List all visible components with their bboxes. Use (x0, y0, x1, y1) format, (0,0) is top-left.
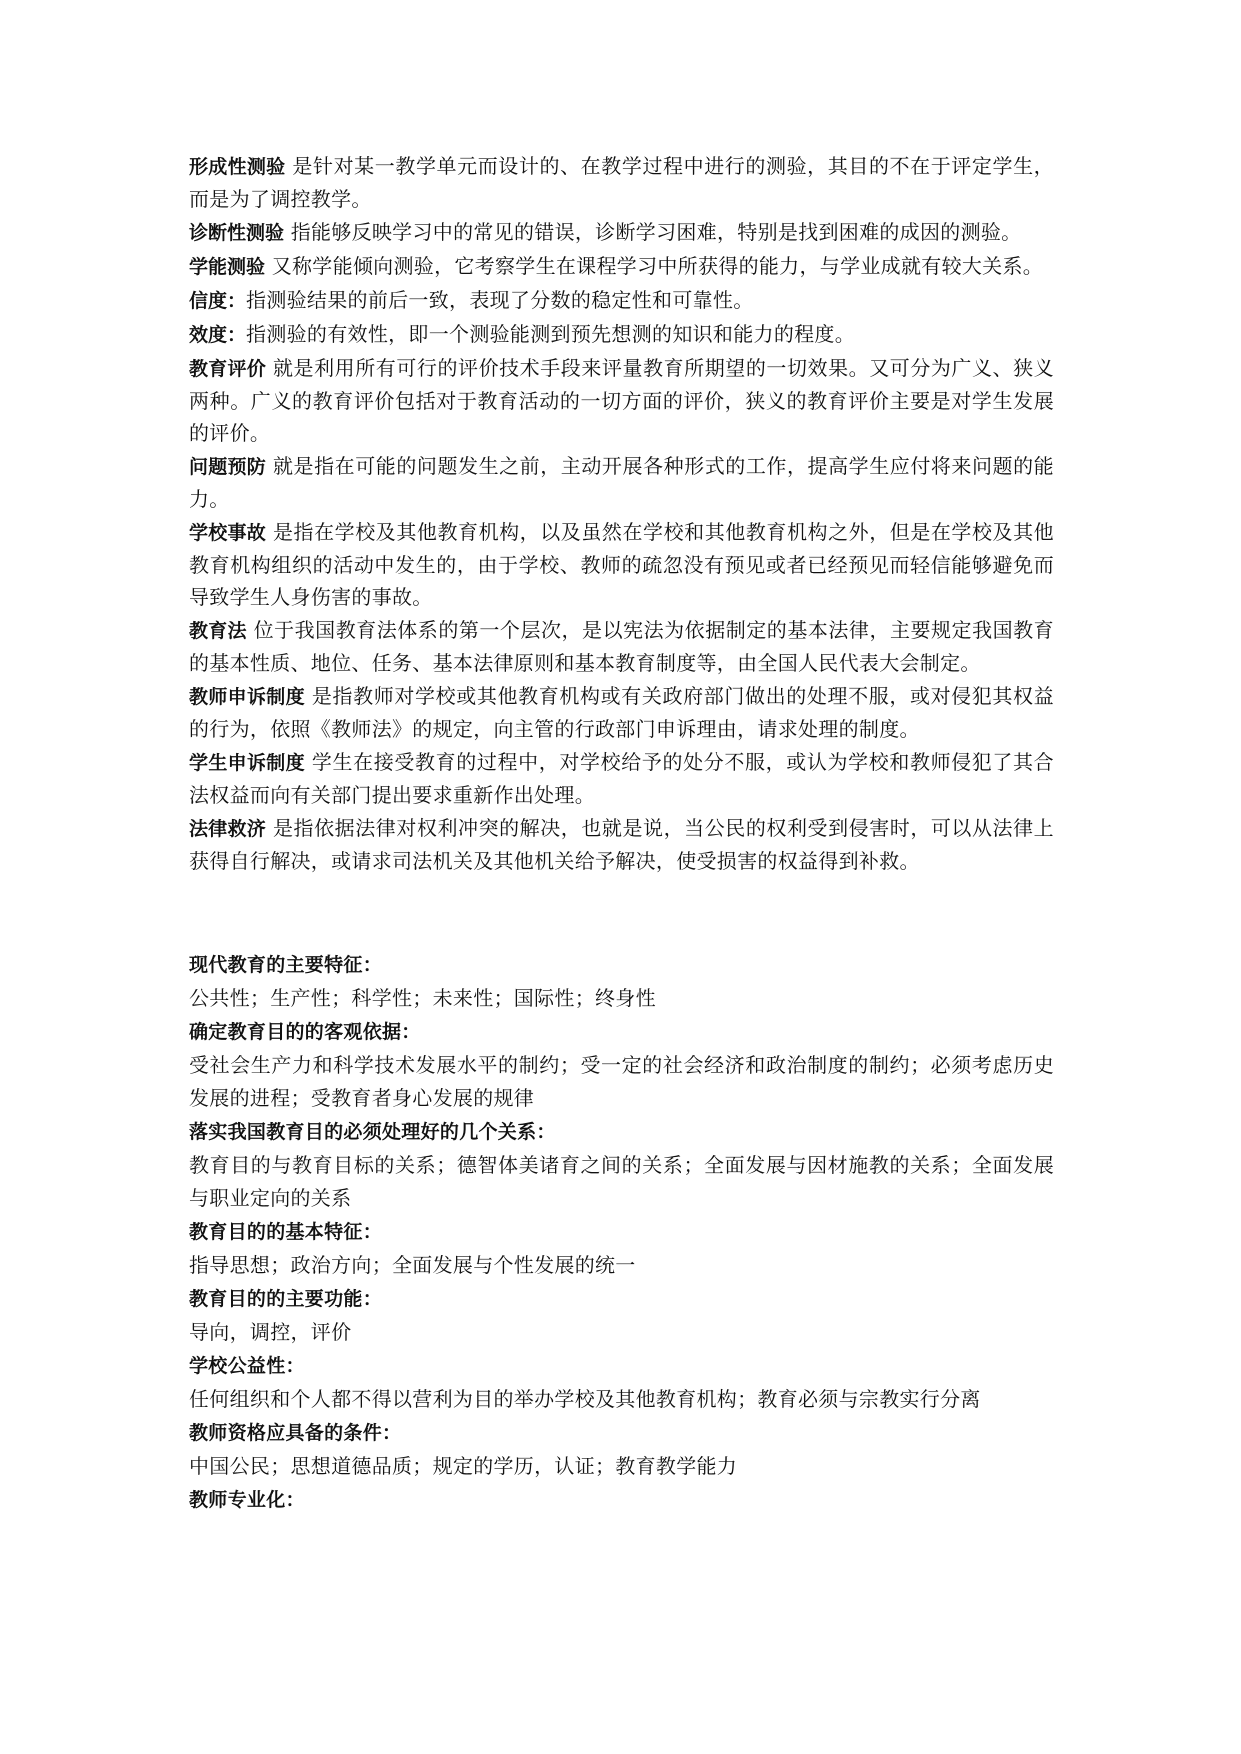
definition-paragraph (189, 812, 1054, 877)
question-heading: 教育目的的基本特征： (189, 1221, 383, 1243)
definition-paragraph (189, 680, 1054, 745)
question-answer: 指导思想；政治方向；全面发展与个性发展的统一 (189, 1253, 636, 1277)
definition-term: 效度： (189, 324, 247, 346)
question-heading: 教师资格应具备的条件： (189, 1422, 402, 1444)
definition-text: 指测验的有效性，即一个测验能测到预先想测的知识和能力的程度。 (246, 322, 856, 346)
definition-text: 就是指在可能的问题发生之前，主动开展各种形式的工作，提高学生应付将来问题的能力。 (189, 454, 1054, 511)
definition-term: 信度： (189, 290, 247, 312)
definition-paragraph (189, 284, 1054, 317)
question-heading: 学校公益性： (189, 1355, 305, 1377)
question-answer: 公共性；生产性；科学性；未来性；国际性；终身性 (189, 986, 656, 1010)
definition-term: 教师申诉制度 (189, 686, 305, 708)
question-heading: 确定教育目的的客观依据： (189, 1021, 421, 1043)
definition-term: 问题预防 (189, 456, 267, 478)
definition-text: 是指教师对学校或其他教育机构或有关政府部门做出的处理不服，或对侵犯其权益的行为，依照《教师法》的规定，向主管的行政部门申诉理由，请求处理的制度。 (189, 684, 1054, 741)
question-answer: 导向，调控，评价 (189, 1320, 352, 1344)
definition-paragraph (189, 352, 1054, 449)
definition-paragraph (189, 216, 1054, 249)
definition-text: 学生在接受教育的过程中，对学校给予的处分不服，或认为学校和教师侵犯了其合法权益而向有关部门提出要求重新作出处理。 (189, 750, 1054, 807)
definition-paragraph (189, 746, 1054, 811)
question-answer: 受社会生产力和科学技术发展水平的制约；受一定的社会经济和政治制度的制约；必须考虑历史发展的进程；受教育者身心发展的规律 (189, 1053, 1054, 1110)
question-heading: 教师专业化： (189, 1489, 305, 1511)
definition-term: 诊断性测验 (189, 222, 285, 244)
definition-text: 是针对某一教学单元而设计的、在教学过程中进行的测验，其目的不在于评定学生，而是为了调控教学。 (189, 154, 1054, 211)
question-answer: 任何组织和个人都不得以营利为目的举办学校及其他教育机构；教育必须与宗教实行分离 (189, 1387, 981, 1411)
definition-text: 是指在学校及其他教育机构，以及虽然在学校和其他教育机构之外，但是在学校及其他教育机构组织的活动中发生的，由于学校、教师的疏忽没有预见或者已经预见而轻信能够避免而导致学生人身伤害的事故。 (189, 520, 1054, 609)
definition-term: 学能测验 (189, 256, 266, 278)
definition-text: 又称学能倾向测验，它考察学生在课程学习中所获得的能力，与学业成就有较大关系。 (271, 254, 1044, 278)
questions-section (189, 949, 1054, 1517)
definition-paragraph (189, 614, 1054, 679)
definition-text: 指测验结果的前后一致，表现了分数的稳定性和可靠性。 (246, 288, 754, 312)
question-heading: 现代教育的主要特征： (189, 954, 383, 976)
question-answer: 教育目的与教育目标的关系；德智体美诸育之间的关系；全面发展与因材施教的关系；全面发展与职业定向的关系 (189, 1153, 1054, 1210)
definition-paragraph (189, 250, 1054, 283)
definition-paragraph (189, 450, 1054, 515)
definition-term: 形成性测验 (189, 156, 286, 178)
definition-paragraph (189, 516, 1054, 613)
definition-term: 法律救济 (189, 818, 267, 840)
definitions-section (189, 150, 1054, 877)
question-heading: 教育目的的主要功能： (189, 1288, 383, 1310)
definition-term: 教育评价 (189, 358, 267, 380)
definition-term: 教育法 (189, 620, 247, 642)
definition-text: 指能够反映学习中的常见的错误，诊断学习困难，特别是找到困难的成因的测验。 (290, 220, 1022, 244)
question-answer: 中国公民；思想道德品质；规定的学历，认证；教育教学能力 (189, 1454, 738, 1478)
definition-text: 就是利用所有可行的评价技术手段来评量教育所期望的一切效果。又可分为广义、狭义两种。广义的教育评价包括对于教育活动的一切方面的评价，狭义的教育评价主要是对学生发展的评价。 (189, 356, 1054, 445)
section-spacer (189, 878, 1054, 949)
page-content (189, 150, 1054, 1517)
definition-text: 是指依据法律对权利冲突的解决，也就是说，当公民的权利受到侵害时，可以从法律上获得自行解决，或请求司法机关及其他机关给予解决，使受损害的权益得到补救。 (189, 816, 1054, 873)
definition-paragraph (189, 318, 1054, 351)
definition-text: 位于我国教育法体系的第一个层次，是以宪法为依据制定的基本法律，主要规定我国教育的基本性质、地位、任务、基本法律原则和基本教育制度等，由全国人民代表大会制定。 (189, 618, 1054, 675)
definition-term: 学校事故 (189, 522, 267, 544)
question-heading: 落实我国教育目的必须处理好的几个关系： (189, 1121, 556, 1143)
definition-paragraph (189, 150, 1054, 215)
definition-term: 学生申诉制度 (189, 752, 305, 774)
